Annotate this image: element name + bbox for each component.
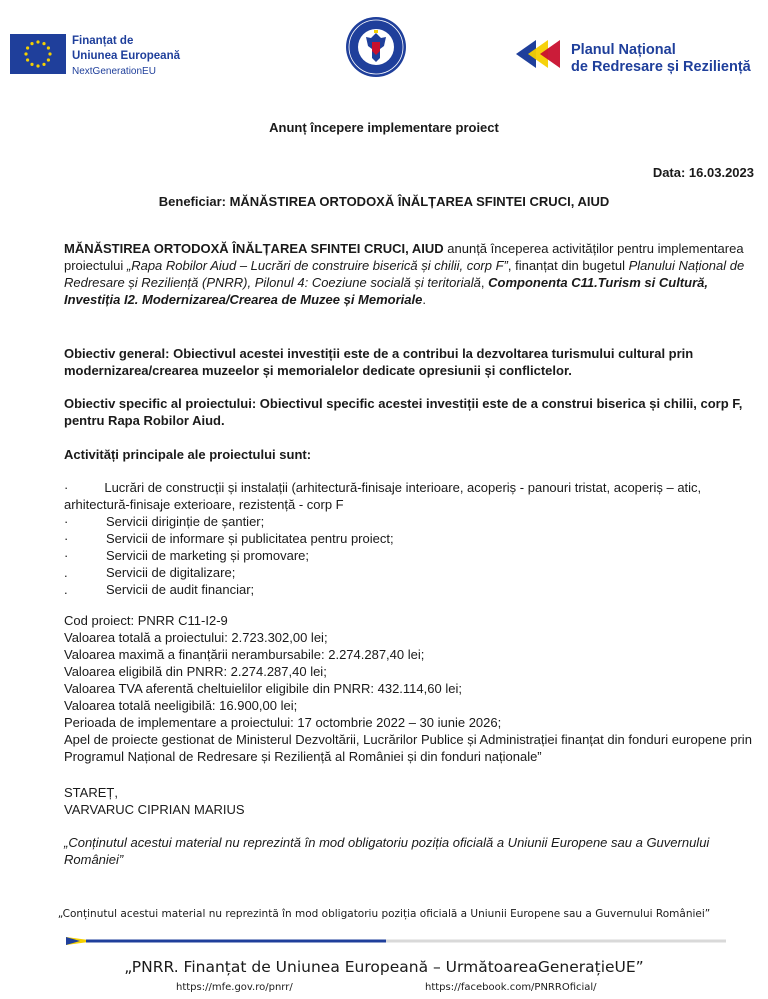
bullet-mark: . [64, 582, 68, 597]
vat-value: Valoarea TVA aferentă cheltuielilor eligibile din PNRR: 432.114,60 lei; [64, 681, 462, 696]
signature-role: STAREȚ, [64, 785, 118, 800]
project-values [64, 612, 754, 765]
call-description: Apel de proiecte gestionat de Ministerul Dezvoltării, Lucrărilor Publice și Administrației finanțat din fonduri europene prin Programul Național de Redresare și Reziliență al României și din fonduri naționale” [64, 732, 752, 764]
pnrr-label [571, 42, 751, 76]
max-funding: Valoarea maximă a finanțării nerambursabile: 2.274.287,40 lei; [64, 647, 425, 662]
eu-funding-label [72, 34, 180, 79]
intro-text-2: , finanțat din bugetul [507, 258, 629, 273]
signature-name: VARVARUC CIPRIAN MARIUS [64, 802, 245, 817]
eu-line1: Finanțat de [72, 35, 134, 47]
activity-text: Servicii de marketing și promovare; [106, 548, 310, 563]
eu-line2: Uniunea Europeană [72, 50, 180, 62]
bullet-mark: · [64, 480, 69, 495]
intro-text-3: , [480, 275, 489, 290]
beneficiary-name: MĂNĂSTIREA ORTODOXĂ ÎNĂLȚAREA SFINTEI CRUCI, AIUD [64, 241, 444, 256]
activities-title: Activități principale ale proiectului sunt: [64, 447, 312, 462]
plan-name: Planului Național de Redresare și Reziliență (PNRR), Pilonul 4: Coeziune socială și teritorială [64, 258, 745, 290]
list-item [64, 581, 754, 598]
activity-text: Servicii de informare și publicitatea pentru proiect; [106, 531, 394, 546]
list-item [64, 479, 754, 513]
beneficiary-heading: Beneficiar: MĂNĂSTIREA ORTODOXĂ ÎNĂLȚAREA SFINTEI CRUCI, AIUD [158, 194, 610, 209]
project-title: „Rapa Robilor Aiud – Lucrări de construire biserică și chilii, corp F” [126, 258, 508, 273]
bullet-mark: . [64, 565, 68, 580]
intro-text-4: . [422, 292, 426, 307]
activity-text: Servicii de audit financiar; [106, 582, 255, 597]
eu-flag-icon [10, 34, 66, 74]
list-item [64, 564, 754, 581]
guvernul-romaniei-seal-icon [345, 16, 407, 78]
total-value: Valoarea totală a proiectului: 2.723.302,00 lei; [64, 630, 328, 645]
pnrr-line1: Planul Național [571, 42, 676, 58]
footer-slogan: „PNRR. Finanțat de Uniunea Europeană – UrmătoareaGenerațieUE” [124, 958, 644, 976]
implementation-period: Perioada de implementare a proiectului: 17 octombrie 2022 – 30 iunie 2026; [64, 715, 502, 730]
eligible-value: Valoarea eligibilă din PNRR: 2.274.287,40 lei; [64, 664, 327, 679]
activities-list [64, 479, 754, 598]
list-item [64, 513, 754, 530]
footer-color-bar [66, 932, 726, 940]
bullet-mark: · [64, 514, 69, 529]
footer-link-facebook[interactable]: https://facebook.com/PNRROficial/ [425, 982, 597, 993]
list-item [64, 547, 754, 564]
non-eligible-value: Valoarea totală neeligibilă: 16.900,00 lei; [64, 698, 298, 713]
objective-general: Obiectiv general: Obiectivul acestei investiții este de a contribui la dezvoltarea turismului cultural prin modernizarea/crearea muzeelor și memorialelor dedicate opresiunii și conflictelor. [64, 346, 694, 378]
objective-specific: Obiectiv specific al proiectului: Obiectivul specific acestei investiții este de a construi biserica și chilii, corp F, pentru Rapa Robilor Aiud. [64, 396, 743, 428]
announcement-date: Data: 16.03.2023 [652, 165, 754, 180]
bullet-mark: · [64, 531, 69, 546]
intro-paragraph [64, 240, 754, 308]
disclaimer-text: „Conținutul acestui material nu reprezintă în mod obligatoriu poziția oficială a Uniunii Europene sau a Guvernului României” [64, 835, 710, 867]
activity-text: Servicii de digitalizare; [106, 565, 236, 580]
list-item [64, 530, 754, 547]
signature-block [64, 784, 754, 818]
eu-line3: NextGenerationEU [72, 66, 156, 77]
activity-text: Lucrări de construcții și instalații (arhitectură-finisaje interioare, acoperiș - panouri tristat, acoperiș – atic, arhitectură-finisaje exterioare, rezistență - corp F [64, 480, 702, 512]
project-code: Cod proiect: PNRR C11-I2-9 [64, 613, 228, 628]
footer-link-mfe[interactable]: https://mfe.gov.ro/pnrr/ [176, 982, 293, 993]
footer-disclaimer: „Conținutul acestui material nu reprezintă în mod obligatoriu poziția oficială a Uniunii Europene sau a Guvernului României” [57, 908, 711, 920]
activity-text: Servicii diriginție de șantier; [106, 514, 265, 529]
pnrr-line2: de Redresare și Reziliență [571, 59, 751, 75]
bullet-mark: · [64, 548, 69, 563]
intro-text-1: anunță începerea activităților pentru implementarea proiectului [64, 241, 744, 273]
page-title: Anunț începere implementare proiect [269, 120, 499, 135]
pnrr-logo-icon [514, 36, 566, 72]
component-name: Componenta C11.Turism si Cultură, Investiția I2. Modernizarea/Crearea de Muzee și Memoriale [64, 275, 708, 307]
